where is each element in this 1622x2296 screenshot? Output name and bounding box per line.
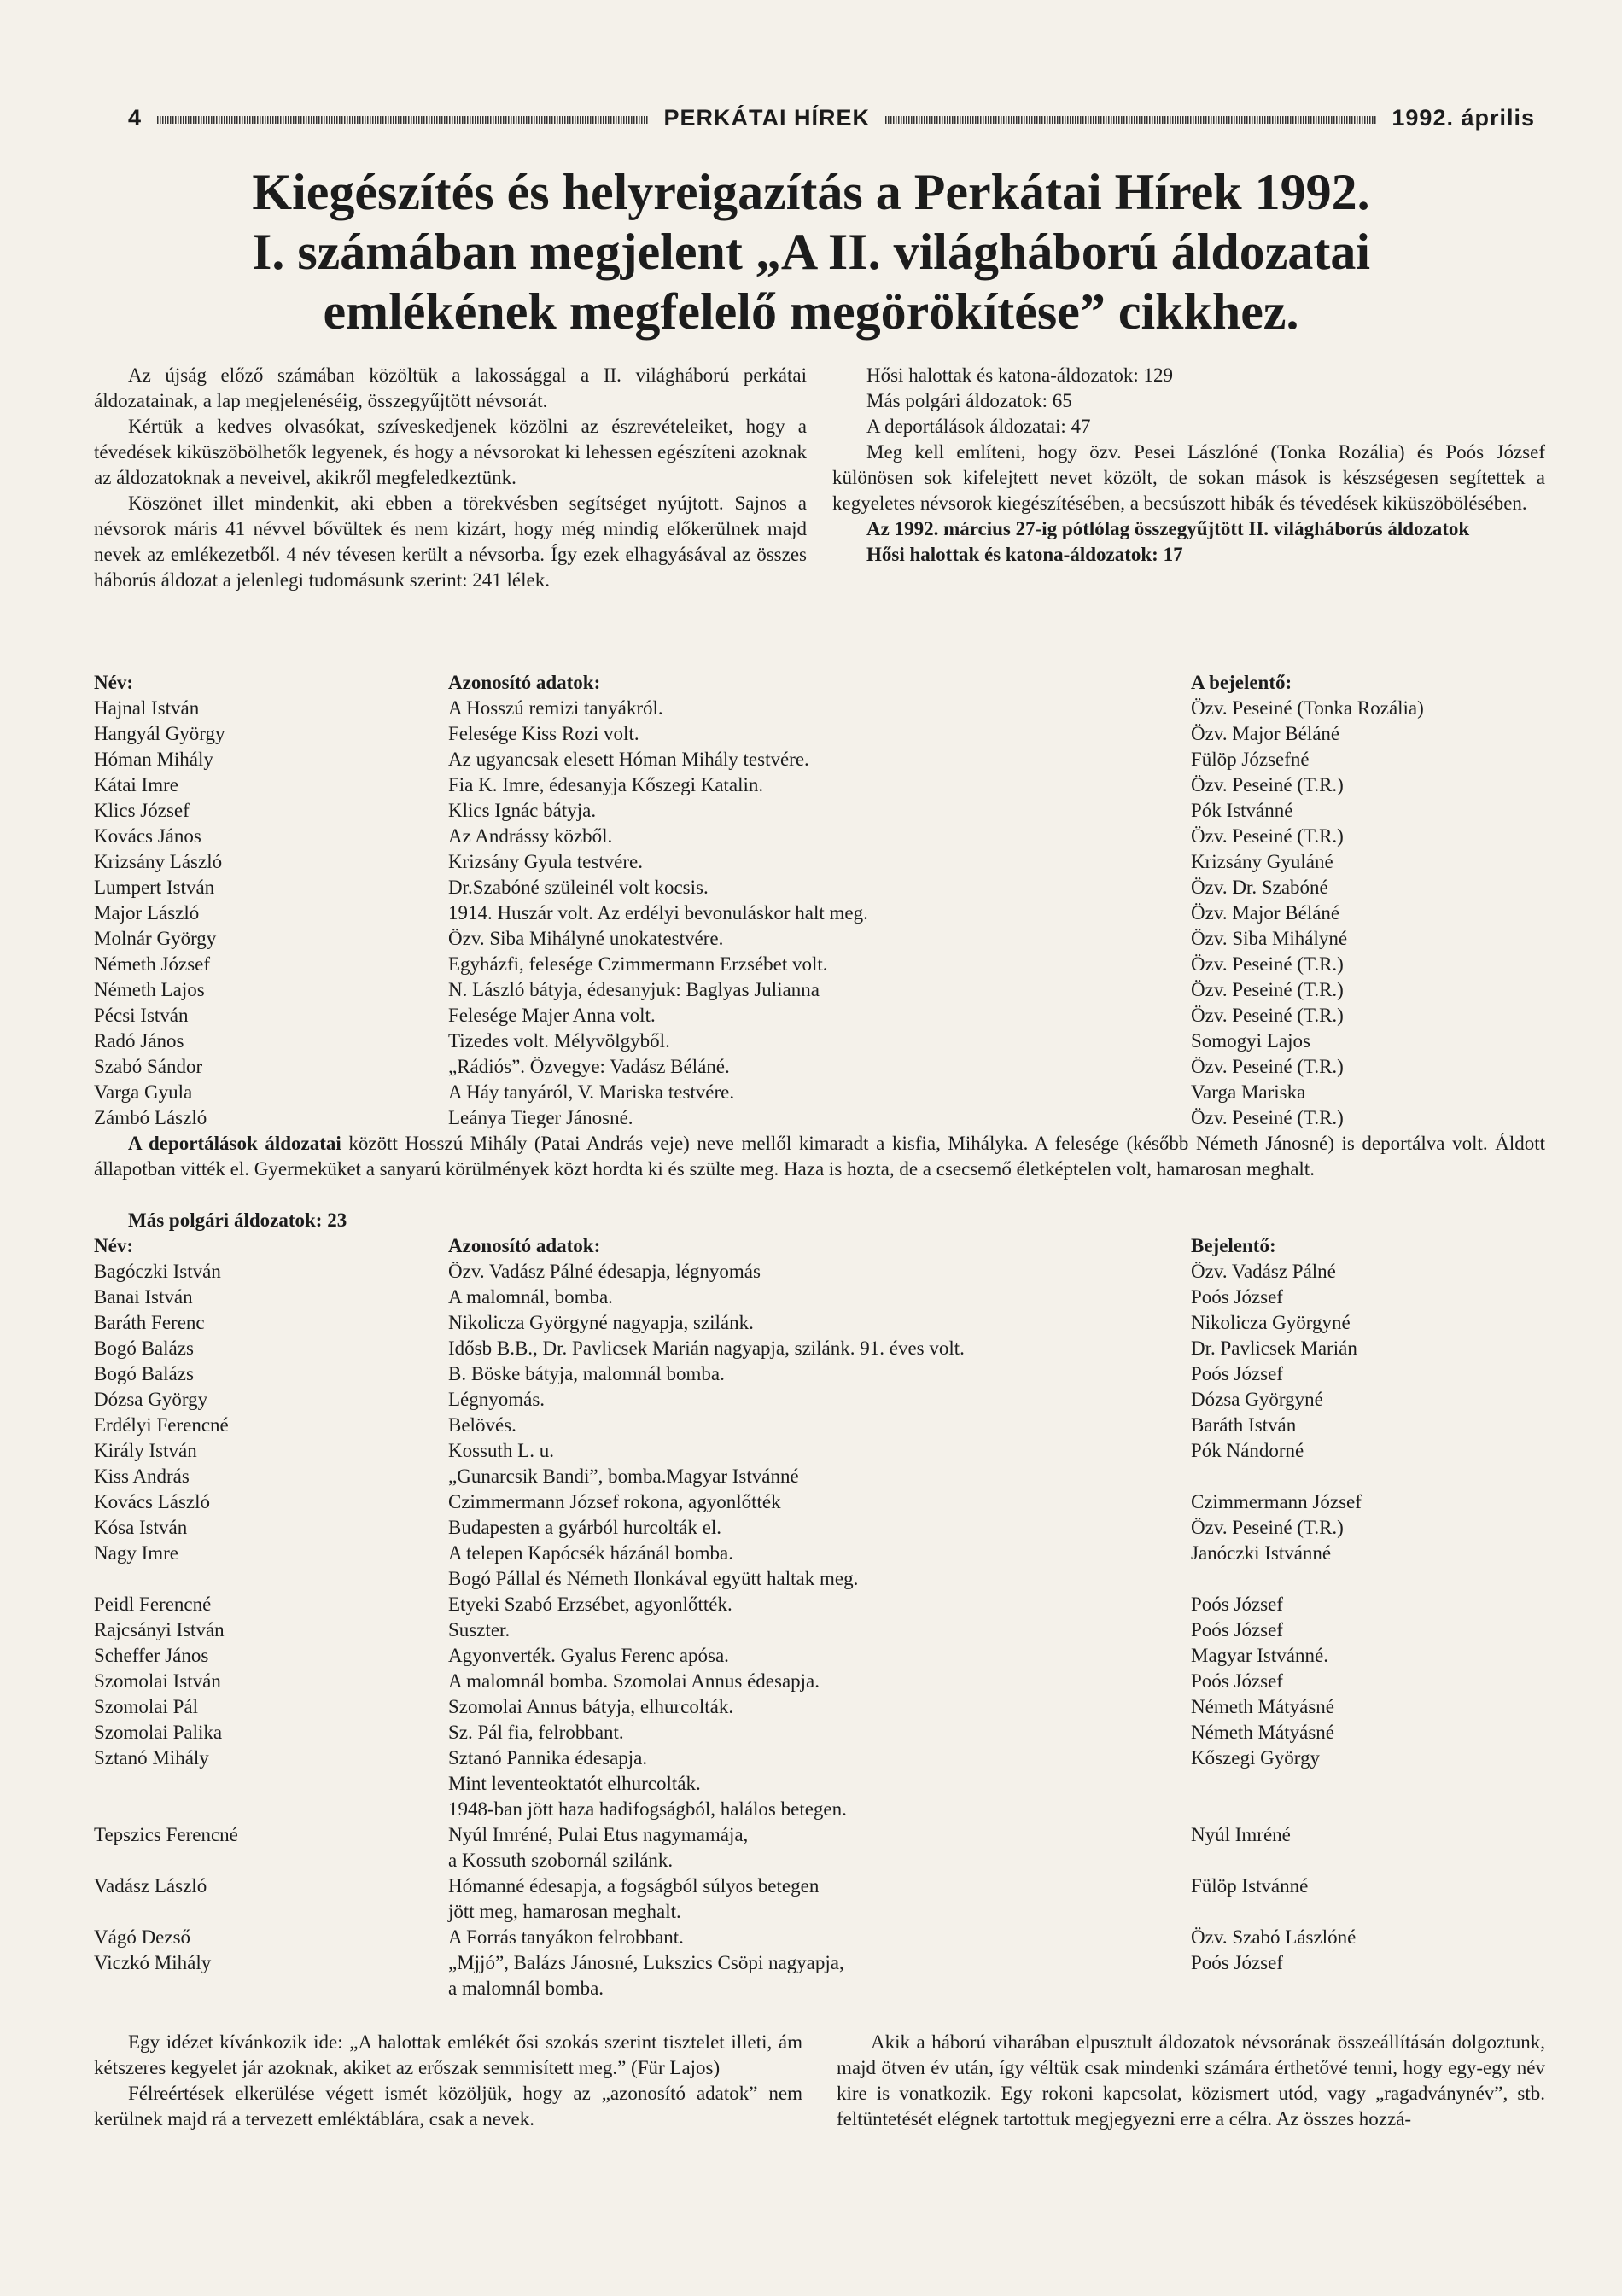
reporter-name: Özv. Dr. Szabóné xyxy=(1191,877,1328,898)
table-row xyxy=(94,1080,1545,1105)
table-row xyxy=(94,772,1545,798)
reporter-name: Özv. Peseiné (T.R.) xyxy=(1191,1005,1344,1026)
table-row xyxy=(94,721,1545,747)
victim-name: Scheffer János xyxy=(94,1645,209,1666)
victim-name: Peidl Ferencné xyxy=(94,1594,212,1615)
table-row xyxy=(94,926,1545,952)
victim-name: Rajcsányi István xyxy=(94,1619,225,1640)
closing-paragraph: Akik a háború viharában elpusztult áldozatok névsorának összeállításán dolgoztunk, majd ötven év után, így véltük csak mindenki számára érthetővé tenni, hogy egy-egy név kire is vonatkozik. Egy rokoni kapcsolat, közismert utód, vagy „ragadványnév”, stb. feltüntetését elégnek tartottuk megjegyezni erre a célra. Az összes hozzá- xyxy=(837,2031,1545,2130)
victim-name: Banai István xyxy=(94,1286,193,1308)
table-row xyxy=(94,1310,1545,1336)
table-row xyxy=(94,1874,1545,1925)
info-line: Szomolai Annus bátyja, elhurcolták. xyxy=(448,1696,734,1717)
info-line: Nikolicza Györgyné nagyapja, szilánk. xyxy=(448,1312,754,1333)
table-row xyxy=(94,900,1545,926)
info-line: Bogó Pállal és Németh Ilonkával együtt haltak meg. xyxy=(448,1568,859,1589)
table-row xyxy=(94,1694,1545,1720)
victim-name: Hajnal István xyxy=(94,697,200,719)
article-title xyxy=(102,162,1520,341)
info-line: Etyeki Szabó Erzsébet, agyonlőtték. xyxy=(448,1594,732,1615)
info-line: a Kossuth szobornál szilánk. xyxy=(448,1850,674,1871)
reporter-name: Özv. Peseiné (T.R.) xyxy=(1191,1056,1344,1077)
reporter-name: Baráth István xyxy=(1191,1414,1297,1436)
reporter-name: Özv. Siba Mihályné xyxy=(1191,928,1348,949)
victim-name: Zámbó László xyxy=(94,1107,207,1128)
info-line: Idősb B.B., Dr. Pavlicsek Marián nagyapja, szilánk. 91. éves volt. xyxy=(448,1337,965,1359)
table-header-row xyxy=(94,1233,1545,1259)
identifying-info: „Rádiós”. Özvegye: Vadász Béláné. xyxy=(448,1056,730,1077)
victim-name: Molnár György xyxy=(94,928,217,949)
victim-name: Bogó Balázs xyxy=(94,1363,194,1384)
intro-paragraph: Kértük a kedves olvasókat, szíveskedjenek közölni az észrevételeiket, hogy a tévedések kiküszöbölhetők legyenek, és hogy a névsorokat ki lehessen egészíteni azoknak az áldozatoknak a neveivel, akikről megfeledkeztünk. xyxy=(94,416,807,488)
info-line: Agyonverték. Gyalus Ferenc apósa. xyxy=(448,1645,729,1666)
column-header-info: Azonosító adatok: xyxy=(448,1235,601,1256)
identifying-info xyxy=(448,1259,1191,1285)
table-row xyxy=(94,798,1545,824)
intro-left-column xyxy=(94,363,807,593)
table-row xyxy=(94,824,1545,849)
info-line: B. Böske bátyja, malomnál bomba. xyxy=(448,1363,725,1384)
identifying-info xyxy=(448,1720,1191,1745)
victim-name: Hangyál György xyxy=(94,723,225,744)
victim-name: Erdélyi Ferencné xyxy=(94,1414,229,1436)
table-row xyxy=(94,1617,1545,1643)
table-row xyxy=(94,977,1545,1003)
identifying-info: Felesége Majer Anna volt. xyxy=(448,1005,656,1026)
identifying-info: Dr.Szabóné szüleinél volt kocsis. xyxy=(448,877,709,898)
victim-name: Lumpert István xyxy=(94,877,215,898)
info-line: Belövés. xyxy=(448,1414,516,1436)
info-line: Czimmermann József rokona, agyonlőtték xyxy=(448,1491,781,1512)
closing-right-column xyxy=(837,2030,1545,2132)
table-row xyxy=(94,1745,1545,1822)
reporter-name: Özv. Peseiné (T.R.) xyxy=(1191,774,1344,795)
reporter-name: Özv. Peseiné (T.R.) xyxy=(1191,1107,1344,1128)
identifying-info xyxy=(448,1694,1191,1720)
info-line: „Gunarcsik Bandi”, bomba.Magyar Istvánné xyxy=(448,1466,799,1487)
victim-name: Vágó Dezső xyxy=(94,1926,191,1948)
identifying-info xyxy=(448,1541,1191,1592)
deportation-heading: A deportálások áldozatai xyxy=(128,1133,341,1154)
title-line: Kiegészítés és helyreigazítás a Perkátai Hírek 1992. xyxy=(252,164,1370,220)
table-header-row xyxy=(94,670,1545,696)
header-dotted-rule xyxy=(885,116,1376,124)
summary-line: Más polgári áldozatok: 65 xyxy=(866,390,1072,411)
identifying-info xyxy=(448,1413,1191,1438)
victim-name: Nagy Imre xyxy=(94,1542,178,1564)
identifying-info xyxy=(448,1643,1191,1669)
victim-name: Bogó Balázs xyxy=(94,1337,194,1359)
identifying-info xyxy=(448,1950,1191,2002)
table-row xyxy=(94,1029,1545,1054)
identifying-info xyxy=(448,1592,1191,1617)
info-line: 1948-ban jött haza hadifogságból, halálos betegen. xyxy=(448,1798,847,1820)
victim-name: Németh Lajos xyxy=(94,979,205,1000)
reporter-name: Fülöp Istvánné xyxy=(1191,1875,1309,1897)
info-line: A Forrás tanyákon felrobbant. xyxy=(448,1926,684,1948)
table-row xyxy=(94,747,1545,772)
info-line: Mint leventeoktatót elhurcolták. xyxy=(448,1773,701,1794)
reporter-name: Németh Mátyásné xyxy=(1191,1722,1334,1743)
reporter-name: Magyar Istvánné. xyxy=(1191,1645,1328,1666)
victim-name: Bagóczki István xyxy=(94,1261,221,1282)
victim-name: Baráth Ferenc xyxy=(94,1312,205,1333)
publication-name: PERKÁTAI HÍREK xyxy=(663,104,870,131)
civilians-title-text: Más polgári áldozatok: 23 xyxy=(128,1209,347,1231)
table-row xyxy=(94,1541,1545,1592)
info-line: A malomnál, bomba. xyxy=(448,1286,613,1308)
table-row xyxy=(94,1105,1545,1131)
identifying-info xyxy=(448,1438,1191,1464)
table-row xyxy=(94,1464,1545,1489)
identifying-info: Az Andrássy közből. xyxy=(448,825,613,847)
victim-name: Pécsi István xyxy=(94,1005,189,1026)
reporter-name: Poós József xyxy=(1191,1594,1283,1615)
info-line: Suszter. xyxy=(448,1619,511,1640)
table-row xyxy=(94,1489,1545,1515)
table-row xyxy=(94,952,1545,977)
victim-name: Tepszics Ferencné xyxy=(94,1824,238,1845)
info-line: Kossuth L. u. xyxy=(448,1440,554,1461)
table-row xyxy=(94,1669,1545,1694)
identifying-info: Leánya Tieger Jánosné. xyxy=(448,1107,633,1128)
reporter-name: Özv. Vadász Pálné xyxy=(1191,1261,1336,1282)
identifying-info: N. László bátyja, édesanyjuk: Baglyas Julianna xyxy=(448,979,820,1000)
info-line: Budapesten a gyárból hurcolták el. xyxy=(448,1517,721,1538)
closing-paragraph: Egy idézet kívánkozik ide: „A halottak emlékét ősi szokás szerint tisztelet illeti, ám kétszeres kegyelet jár azoknak, akiket az erőszak semmisített meg.” (Für Lajos) xyxy=(94,2031,802,2078)
reporter-name: Özv. Peseiné (T.R.) xyxy=(1191,1517,1344,1538)
victim-name: Radó János xyxy=(94,1030,184,1052)
reporter-name: Poós József xyxy=(1191,1952,1283,1973)
column-header-info: Azonosító adatok: xyxy=(448,672,601,693)
table-row xyxy=(94,1361,1545,1387)
reporter-name: Czimmermann József xyxy=(1191,1491,1362,1512)
victim-name: Major László xyxy=(94,902,200,924)
table-row xyxy=(94,696,1545,721)
table-row xyxy=(94,1054,1545,1080)
table-row xyxy=(94,1387,1545,1413)
identifying-info xyxy=(448,1361,1191,1387)
info-line: Nyúl Imréné, Pulai Etus nagymamája, xyxy=(448,1824,749,1845)
reporter-name: Somogyi Lajos xyxy=(1191,1030,1310,1052)
info-line: „Mjjó”, Balázs Jánosné, Lukszics Csöpi nagyapja, xyxy=(448,1952,844,1973)
identifying-info: Krizsány Gyula testvére. xyxy=(448,851,644,872)
table-row xyxy=(94,849,1545,875)
victim-name: Kiss András xyxy=(94,1466,190,1487)
identifying-info xyxy=(448,1874,1191,1925)
reporter-name xyxy=(1191,1464,1545,1489)
info-line: A malomnál bomba. Szomolai Annus édesapja. xyxy=(448,1670,820,1692)
reporter-name: Poós József xyxy=(1191,1286,1283,1308)
table-row xyxy=(94,1822,1545,1874)
column-header-reporter: Bejelentő: xyxy=(1191,1235,1276,1256)
reporter-name: Fülöp Józsefné xyxy=(1191,749,1310,770)
identifying-info xyxy=(448,1387,1191,1413)
intro-section xyxy=(94,363,1545,593)
victim-name: Szomolai István xyxy=(94,1670,221,1692)
identifying-info xyxy=(448,1285,1191,1310)
info-line: Sztanó Pannika édesapja. xyxy=(448,1747,648,1769)
reporter-name: Poós József xyxy=(1191,1670,1283,1692)
reporter-name: Nikolicza Györgyné xyxy=(1191,1312,1351,1333)
identifying-info xyxy=(448,1669,1191,1694)
victim-name: Németh József xyxy=(94,953,211,975)
reporter-name: Dr. Pavlicsek Marián xyxy=(1191,1337,1357,1359)
table-row xyxy=(94,1720,1545,1745)
table-row xyxy=(94,1643,1545,1669)
deportation-text: között Hosszú Mihály (Patai András veje) neve mellől kimaradt a kisfia, Mihályka. A felesége (később Németh Jánosné) is deportálva volt. Áldott állapotban vitték el. Gyermeküket a sanyarú körülmények közt hordta ki és szülte meg. Haza is hozta, de a csecsemő életképtelen volt, hamarosan meghalt. xyxy=(94,1133,1545,1180)
issue-date: 1992. április xyxy=(1392,104,1535,131)
summary-line: A deportálások áldozatai: 47 xyxy=(866,416,1091,437)
reporter-name: Dózsa Györgyné xyxy=(1191,1389,1323,1410)
soldiers-table xyxy=(94,670,1545,1131)
subsection-heading: Az 1992. március 27-ig pótlólag összegyűjtött II. világháborús áldozatok xyxy=(866,518,1470,539)
closing-left-column xyxy=(94,2030,802,2132)
identifying-info: Tizedes volt. Mélyvölgyből. xyxy=(448,1030,670,1052)
column-header-reporter: A bejelentő: xyxy=(1191,672,1292,693)
identifying-info: Felesége Kiss Rozi volt. xyxy=(448,723,639,744)
reporter-name: Poós József xyxy=(1191,1363,1283,1384)
reporter-name: Özv. Peseiné (T.R.) xyxy=(1191,825,1344,847)
reporter-name: Özv. Major Béláné xyxy=(1191,723,1340,744)
civilians-table-title xyxy=(94,1208,1545,1233)
reporter-name: Németh Mátyásné xyxy=(1191,1696,1334,1717)
civilians-table xyxy=(94,1208,1545,2002)
closing-section xyxy=(94,2030,1545,2132)
identifying-info: Özv. Siba Mihályné unokatestvére. xyxy=(448,928,724,949)
victim-name: Vadász László xyxy=(94,1875,207,1897)
info-line: Légnyomás. xyxy=(448,1389,546,1410)
identifying-info: Egyházfi, felesége Czimmermann Erzsébet volt. xyxy=(448,953,828,975)
victim-name: Varga Gyula xyxy=(94,1081,193,1103)
page-number: 4 xyxy=(128,104,143,131)
reporter-name: Poós József xyxy=(1191,1619,1283,1640)
victim-name: Szomolai Pál xyxy=(94,1696,199,1717)
info-line: A telepen Kapócsék házánál bomba. xyxy=(448,1542,734,1564)
identifying-info: A Hosszú remizi tanyákról. xyxy=(448,697,663,719)
header-dotted-rule xyxy=(157,116,648,124)
table-row xyxy=(94,1003,1545,1029)
reporter-name: Özv. Peseiné (T.R.) xyxy=(1191,979,1344,1000)
table-row xyxy=(94,1515,1545,1541)
identifying-info xyxy=(448,1489,1191,1515)
identifying-info: 1914. Huszár volt. Az erdélyi bevonuláskor halt meg. xyxy=(448,902,868,924)
reporter-name: Krizsány Gyuláné xyxy=(1191,851,1333,872)
column-header-name: Név: xyxy=(94,672,133,693)
reporter-name: Kőszegi György xyxy=(1191,1747,1320,1769)
victim-name: Szabó Sándor xyxy=(94,1056,203,1077)
table-row xyxy=(94,1336,1545,1361)
identifying-info xyxy=(448,1745,1191,1822)
reporter-name: Özv. Szabó Lászlóné xyxy=(1191,1926,1357,1948)
victim-name: Hóman Mihály xyxy=(94,749,213,770)
deportation-paragraph xyxy=(94,1131,1545,1182)
victim-name: Viczkó Mihály xyxy=(94,1952,212,1973)
reporter-name: Pók Istvánné xyxy=(1191,800,1293,821)
summary-line: Hősi halottak és katona-áldozatok: 129 xyxy=(866,364,1173,386)
reporter-name: Özv. Peseiné (Tonka Rozália) xyxy=(1191,697,1424,719)
identifying-info xyxy=(448,1515,1191,1541)
identifying-info: Klics Ignác bátyja. xyxy=(448,800,597,821)
title-line: I. számában megjelent „A II. világháború áldozatai xyxy=(251,224,1371,280)
table-row xyxy=(94,1592,1545,1617)
info-line: Hómanné édesapja, a fogságból súlyos betegen xyxy=(448,1875,820,1897)
victim-name: Kósa István xyxy=(94,1517,188,1538)
reporter-name: Janóczki Istvánné xyxy=(1191,1542,1332,1564)
table-row xyxy=(94,1413,1545,1438)
intro-paragraph: Meg kell említeni, hogy özv. Pesei Lászlóné (Tonka Rozália) és Poós József különösen sok kifelejtett nevet közölt, de sokan mások is készségesen segítettek a kegyeletes névsorok kiegészítésében, a becsúszott hibák és tévedések kiküszöbölésében. xyxy=(832,441,1545,514)
table-row xyxy=(94,1925,1545,1950)
table-row xyxy=(94,1259,1545,1285)
closing-paragraph: Félreértések elkerülése végett ismét közöljük, hogy az „azonosító adatok” nem kerülnek majd rá a tervezett emléktáblára, csak a nevek. xyxy=(94,2083,802,2130)
info-line: jött meg, hamarosan meghalt. xyxy=(448,1901,681,1922)
identifying-info xyxy=(448,1310,1191,1336)
page-header xyxy=(128,101,1535,135)
table-row xyxy=(94,1285,1545,1310)
victim-name: Szomolai Palika xyxy=(94,1722,223,1743)
info-line: Özv. Vadász Pálné édesapja, légnyomás xyxy=(448,1261,761,1282)
victim-name: Király István xyxy=(94,1440,197,1461)
reporter-name: Pók Nándorné xyxy=(1191,1440,1304,1461)
identifying-info xyxy=(448,1336,1191,1361)
victim-name: Krizsány László xyxy=(94,851,223,872)
table-row xyxy=(94,1950,1545,2002)
reporter-name: Özv. Peseiné (T.R.) xyxy=(1191,953,1344,975)
victim-name: Kovács János xyxy=(94,825,201,847)
identifying-info xyxy=(448,1464,1191,1489)
identifying-info: Fia K. Imre, édesanyja Kőszegi Katalin. xyxy=(448,774,764,795)
reporter-name: Özv. Major Béláné xyxy=(1191,902,1340,924)
identifying-info xyxy=(448,1822,1191,1874)
identifying-info xyxy=(448,1925,1191,1950)
info-line: a malomnál bomba. xyxy=(448,1978,604,1999)
subsection-heading: Hősi halottak és katona-áldozatok: 17 xyxy=(866,544,1183,565)
reporter-name: Nyúl Imréné xyxy=(1191,1824,1291,1845)
identifying-info xyxy=(448,1617,1191,1643)
intro-right-column xyxy=(832,363,1545,593)
victim-name: Sztanó Mihály xyxy=(94,1747,209,1769)
table-row xyxy=(94,1438,1545,1464)
title-line: emlékének megfelelő megörökítése” cikkhez. xyxy=(323,283,1299,340)
column-header-name: Név: xyxy=(94,1235,133,1256)
identifying-info: Az ugyancsak elesett Hóman Mihály testvére. xyxy=(448,749,809,770)
victim-name: Klics József xyxy=(94,800,190,821)
info-line: Sz. Pál fia, felrobbant. xyxy=(448,1722,624,1743)
intro-paragraph: Köszönet illet mindenkit, aki ebben a törekvésben segítséget nyújtott. Sajnos a névsorok máris 41 névvel bővültek és nem kizárt, hogy még mindig előkerülnek majd nevek az emlékezetből. 4 név tévesen került a névsorba. Így ezek elhagyásával az összes háborús áldozat a jelenlegi tudomásunk szerint: 241 lélek. xyxy=(94,492,807,591)
victim-name: Dózsa György xyxy=(94,1389,208,1410)
victim-name: Kovács László xyxy=(94,1491,211,1512)
reporter-name: Varga Mariska xyxy=(1191,1081,1306,1103)
intro-paragraph: Az újság előző számában közöltük a lakossággal a II. világháború perkátai áldozatainak, a lap megjelenéséig, összegyűjtött névsorát. xyxy=(94,364,807,411)
victim-name: Kátai Imre xyxy=(94,774,178,795)
identifying-info: A Háy tanyáról, V. Mariska testvére. xyxy=(448,1081,735,1103)
table-row xyxy=(94,875,1545,900)
